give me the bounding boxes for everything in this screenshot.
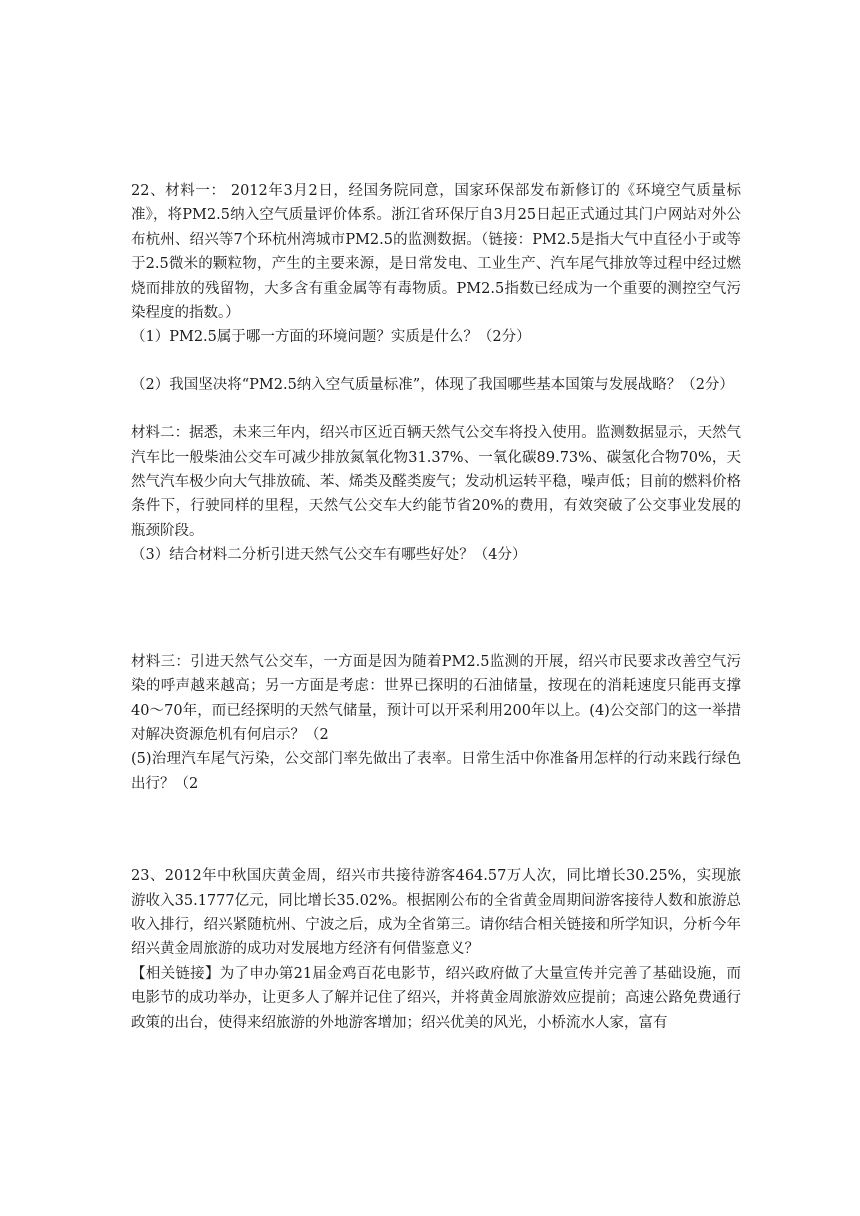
question-23-intro: 23、2012年中秋国庆黄金周，绍兴市共接待游客464.57万人次，同比增长30.25%，实现旅游收入35.1777亿元，同比增长35.02%。根据刚公布的全省黄金周期间游客接待人数和旅游总收入排行，绍兴紧随杭州、宁波之后，成为全省第三。请你结合相关链接和所学知识，分析今年绍兴黄金周旅游的成功对发展地方经济有何借鉴意义？	[131, 868, 741, 958]
question-22-material-3: 材料三：引进天然气公交车，一方面是因为随着PM2.5监测的开展，绍兴市民要求改善空气污染的呼声越来越高；另一方面是考虑：世界已探明的石油储量，按现在的消耗速度只能再支撑40～70年，而已经探明的天然气储量，预计可以开采利用200年以上。(4)公交部门的这一举措对解决资源危机有何启示？（2	[131, 653, 741, 743]
answer-space	[131, 397, 741, 421]
answer-space	[131, 568, 741, 650]
question-22-material-1: 22、材料一： 2012年3月2日，经国务院同意，国家环保部发布新修订的《环境空气质量标准》，将PM2.5纳入空气质量评价体系。浙江省环保厅自3月25日起正式通过其门户网站对外公布杭州、绍兴等7个环杭州湾城市PM2.5的监测数据。（链接：PM2.5是指大气中直径小于或等于2.5微米的颗粒物，产生的主要来源，是日常发电、工业生产、汽车尾气排放等过程中经过燃烧而排放的残留物，大多含有重金属等有毒物质。PM2.5指数已经成为一个重要的测控空气污染程度的指数。）	[131, 183, 741, 322]
question-22-sub-3: （3）结合材料二分析引进天然气公交车有哪些好处？（4分）	[131, 547, 527, 564]
question-23-related-link: 【相关链接】为了申办第21届金鸡百花电影节，绍兴政府做了大量宣传并完善了基础设施，而电影节的成功举办，让更多人了解并记住了绍兴，并将黄金周旅游效应提前；高速公路免费通行政策的出台，使得来绍旅游的外地游客增加；绍兴优美的风光，小桥流水人家，富有	[131, 965, 741, 1031]
question-22-sub-2: （2）我国坚决将“PM2.5纳入空气质量标准”，体现了我国哪些基本国策与发展战略？（2分）	[131, 376, 734, 393]
answer-space	[131, 350, 741, 373]
document-body	[131, 179, 741, 1035]
question-22-sub-1: （1）PM2.5属于哪一方面的环境问题？实质是什么？（2分）	[131, 329, 531, 346]
answer-space	[131, 796, 741, 864]
question-22-material-2: 材料二：据悉，未来三年内，绍兴市区近百辆天然气公交车将投入使用。监测数据显示，天然气汽车比一般柴油公交车可减少排放氮氧化物31.37%、一氧化碳89.73%、碳氢化合物70%，天然气汽车极少向大气排放硫、苯、烯类及醛类废气；发动机运转平稳，噪声低；目前的燃料价格条件下，行驶同样的里程，天然气公交车大约能节省20%的费用，有效突破了公交事业发展的瓶颈阶段。	[131, 425, 741, 539]
question-22-sub-5: (5)治理汽车尾气污染，公交部门率先做出了表率。日常生活中你准备用怎样的行动来践行绿色出行？（2	[131, 751, 741, 792]
